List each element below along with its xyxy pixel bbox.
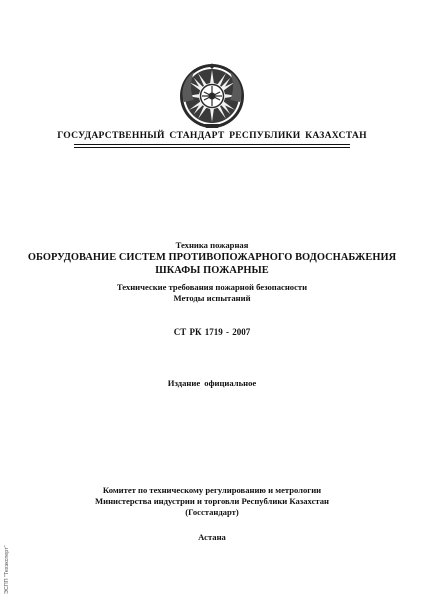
publisher-block <box>0 485 424 518</box>
standard-title-line-2: ШКАФЫ ПОЖАРНЫЕ <box>155 265 269 276</box>
heading-rule-thick <box>74 144 350 145</box>
heading-rule-thin <box>74 147 350 148</box>
standard-category: Техника пожарная <box>175 240 249 250</box>
publisher-line-3: (Госстандарт) <box>185 507 239 517</box>
publisher-line-1: Комитет по техническому регулированию и метрологии <box>102 485 322 495</box>
kazakhstan-state-emblem-icon <box>178 62 246 130</box>
title-block <box>0 240 424 277</box>
standard-subtitle <box>0 282 424 304</box>
publisher-line-2: Министерства индустрии и торговли Республики Казахстан <box>95 496 329 506</box>
standard-designation: СТ РК 1719 - 2007 <box>173 327 251 337</box>
subtitle-line-1: Технические требования пожарной безопасности <box>116 282 308 292</box>
publication-city: Астана <box>198 532 226 542</box>
edition-label: Издание официальное <box>167 378 257 388</box>
state-standard-heading: ГОСУДАРСТВЕННЫЙ СТАНДАРТ РЕСПУБЛИКИ КАЗАХСТАН <box>57 130 367 141</box>
standard-title-line-1: ОБОРУДОВАНИЕ СИСТЕМ ПРОТИВОПОЖАРНОГО ВОДОСНАБЖЕНИЯ <box>27 252 397 263</box>
subtitle-line-2: Методы испытаний <box>173 293 251 303</box>
vertical-side-note: ЭСПП "Техэксперт" <box>4 545 10 594</box>
